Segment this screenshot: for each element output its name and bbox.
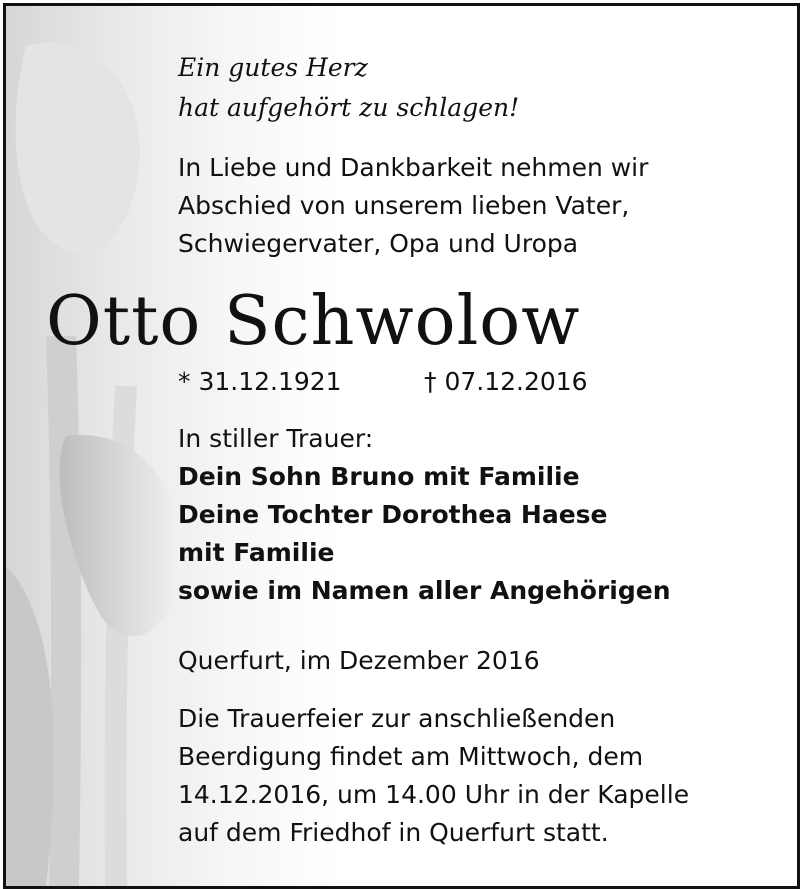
intro-line-3: Schwiegervater, Opa und Uropa <box>178 229 579 258</box>
mourners-heading: In stiller Trauer: <box>178 424 374 453</box>
motto-line-1: Ein gutes Herz <box>178 53 368 82</box>
mourner-line-3: mit Familie <box>178 538 335 567</box>
intro-line-1: In Liebe und Dankbarkeit nehmen wir <box>178 153 649 182</box>
intro-line-2: Abschied von unserem lieben Vater, <box>178 191 630 220</box>
obituary-notice <box>3 3 800 889</box>
place-date: Querfurt, im Dezember 2016 <box>178 646 540 675</box>
funeral-line-1: Die Trauerfeier zur anschließenden <box>178 704 616 733</box>
funeral-line-4: auf dem Friedhof in Querfurt statt. <box>178 818 609 847</box>
mourner-line-2: Deine Tochter Dorothea Haese <box>178 500 608 529</box>
death-date: † 07.12.2016 <box>424 367 588 396</box>
life-dates <box>178 364 588 400</box>
motto-line-2: hat aufgehört zu schlagen! <box>178 93 520 122</box>
mourner-line-1: Dein Sohn Bruno mit Familie <box>178 462 580 491</box>
birth-date: * 31.12.1921 <box>178 367 342 396</box>
funeral-line-3: 14.12.2016, um 14.00 Uhr in der Kapelle <box>178 780 690 809</box>
deceased-name: Otto Schwolow <box>46 282 581 361</box>
mourner-line-4: sowie im Namen aller Angehörigen <box>178 576 671 605</box>
funeral-line-2: Beerdigung findet am Mittwoch, dem <box>178 742 644 771</box>
